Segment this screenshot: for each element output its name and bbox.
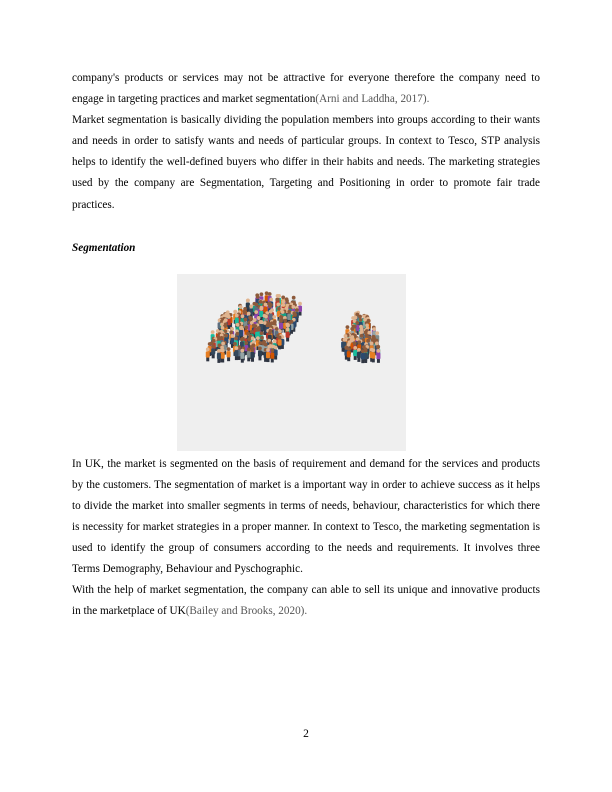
person-figure bbox=[376, 349, 380, 363]
page-number: 2 bbox=[303, 728, 309, 740]
person-figure bbox=[221, 348, 225, 362]
person-figure bbox=[227, 347, 231, 361]
paragraph-text: company's products or services may not be attractive for everyone therefore the company need to engage in targeting practices and market segmentation bbox=[72, 72, 540, 106]
person-figure bbox=[361, 349, 365, 363]
person-figure bbox=[243, 317, 247, 331]
person-figure bbox=[251, 348, 255, 362]
person-figure bbox=[286, 327, 290, 341]
crowd-illustration bbox=[177, 274, 406, 451]
paragraph-uk-market bbox=[72, 454, 540, 581]
person-figure bbox=[206, 347, 210, 361]
person-figure bbox=[230, 334, 234, 348]
person-figure bbox=[234, 346, 238, 360]
citation: (Arni and Laddha, 2017). bbox=[315, 93, 430, 106]
person-figure bbox=[258, 346, 262, 360]
person-figure bbox=[217, 349, 221, 363]
person-figure bbox=[211, 344, 215, 358]
paragraph-text: With the help of market segmentation, the company can able to sell its unique and innovative products in the marketplace of UK bbox=[72, 584, 540, 618]
document-page bbox=[72, 68, 540, 622]
person-figure bbox=[357, 348, 361, 362]
person-figure bbox=[347, 347, 351, 361]
person-figure bbox=[353, 346, 357, 360]
section-heading: Segmentation bbox=[72, 241, 136, 254]
person-figure bbox=[266, 348, 270, 362]
paragraph-text: In UK, the market is segmented on the basis of requirement and demand for the services and products by the customers. The segmentation of market is a important way in order to achieve success as it helps to divide the market into smaller segments in terms of needs, behaviour, characteristics for which there is necessity for market strategies in a proper manner. In context to Tesco, the marketing segmentation is used to identify the group of consumers according to the needs and requirements. It involves three Terms Demography, Behaviour and Pyschographic. bbox=[72, 457, 540, 576]
person-figure bbox=[278, 335, 282, 349]
person-figure bbox=[247, 347, 251, 361]
paragraph-intro bbox=[72, 68, 540, 110]
paragraph-conclusion bbox=[72, 580, 540, 622]
paragraph-market-segmentation bbox=[72, 110, 540, 215]
person-figure bbox=[246, 298, 250, 312]
paragraph-text: Market segmentation is basically dividing the population members into groups according to their wants and needs in order to satisfy wants and needs of particular groups. In context to Tesco, STP analysis helps to identify the well-defined buyers who differ in their habits and needs. The marketing strategies used by the company are Segmentation, Targeting and Positioning in order to promote fair trade practices. bbox=[72, 114, 540, 211]
citation: (Bailey and Brooks, 2020). bbox=[185, 605, 308, 618]
person-figure bbox=[240, 348, 244, 362]
crowd-pie-chart-image bbox=[177, 274, 406, 451]
person-figure bbox=[270, 348, 274, 362]
person-figure bbox=[371, 348, 375, 362]
